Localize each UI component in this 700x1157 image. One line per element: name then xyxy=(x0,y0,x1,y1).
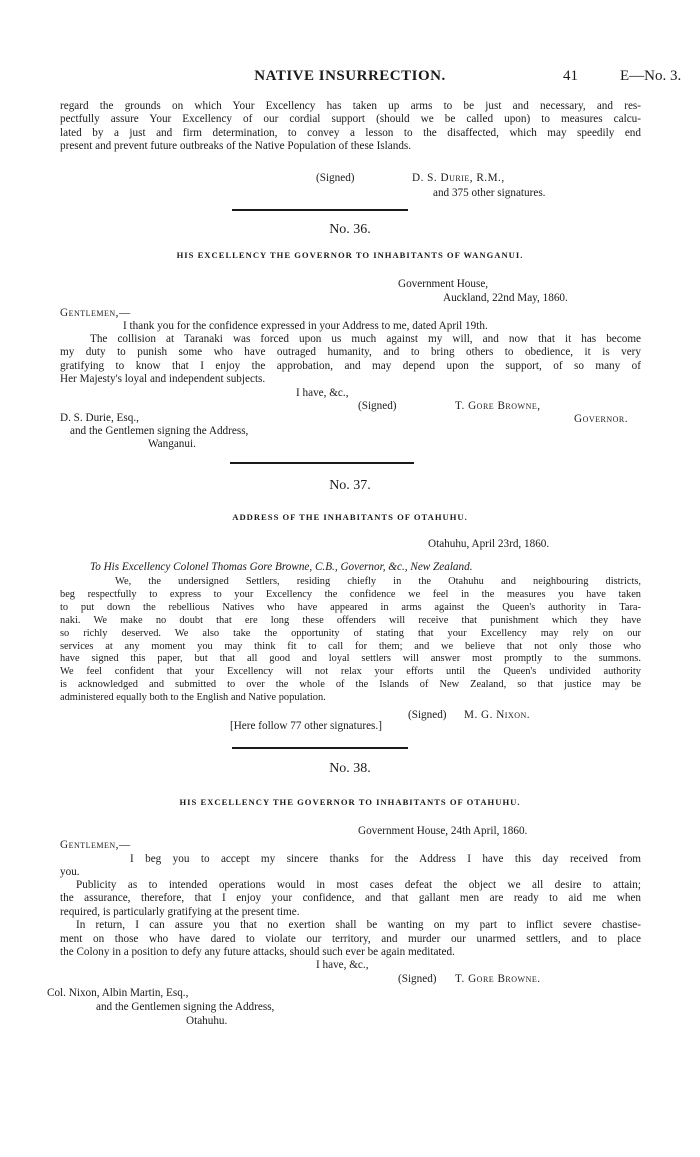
running-title: NATIVE INSURRECTION. xyxy=(254,68,446,84)
no36-body-line: Her Majesty's loyal and independent subjects. xyxy=(60,373,266,386)
no36-body-line: my duty to punish some who have outraged humanity, and to bring others to obedience, it is very xyxy=(60,346,641,359)
no37-body-line: administered equally both to the English and Native population. xyxy=(60,692,326,704)
no36-signer-title: Governor. xyxy=(574,413,629,425)
no38-body-line: the assurance, therefore, that I enjoy your confidence, and that gallant men are ready to aid me when xyxy=(60,892,641,905)
no36-signed-label: (Signed) xyxy=(358,400,397,412)
no38-body-line: the Colony in a position to defy any future attacks, should such ever be again meditated. xyxy=(60,946,455,959)
no37-signer: M. G. Nixon. xyxy=(464,709,531,721)
no37-other-signatures: [Here follow 77 other signatures.] xyxy=(230,720,382,732)
no37-signed-label: (Signed) xyxy=(408,709,447,721)
no37-body-line: so richly deserved. We also take the opportunity of stating that your Excellency may rely on our xyxy=(60,627,641,639)
no36-addressee-line: and the Gentlemen signing the Address, xyxy=(70,425,249,437)
no37-place-date: Otahuhu, April 23rd, 1860. xyxy=(428,538,550,550)
no37-body-line: We, the undersigned Settlers, residing chiefly in the Otahuhu and neighbouring districts, xyxy=(115,576,641,587)
no38-body-line: ment on those who have dared to violate our territory, and murder our unarmed settlers, and to place xyxy=(60,932,641,945)
no38-signed-label: (Signed) xyxy=(398,973,437,985)
no37-body-line: have signed this paper, but that all good and loyal settlers will answer most promptly to the summons. xyxy=(60,653,641,665)
intro-line: regard the grounds on which Your Excellency has taken up arms to be just and necessary, and res- xyxy=(60,100,641,112)
no38-place-date: Government House, 24th April, 1860. xyxy=(358,825,528,837)
no36-place: Government House, xyxy=(398,278,489,290)
intro-line: present and prevent future outbreaks of the Native Population of these Islands. xyxy=(60,140,412,153)
no36-body-paragraph xyxy=(60,333,641,387)
document-caption-38: HIS EXCELLENCY THE GOVERNOR TO INHABITANTS OF OTAHUHU. xyxy=(179,797,521,807)
intro-line: lated by a just and firm determination, to convey a lesson to the disaffected, which may speedily end xyxy=(60,126,641,139)
no36-salutation: Gentlemen,— xyxy=(60,307,131,319)
no37-body-paragraph xyxy=(60,576,641,705)
no36-body-line: I thank you for the confidence expressed in your Address to me, dated April 19th. xyxy=(123,320,488,332)
paper-reference: E—No. 3. xyxy=(620,68,682,84)
no36-body-line: The collision at Taranaki was forced upon us much against my will, and now that it has become xyxy=(90,333,641,345)
no38-addressee-line: Col. Nixon, Albin Martin, Esq., xyxy=(47,987,189,999)
no36-body-line: gratifying to know that I enjoy the approbation, and may depend upon the support, of so many of xyxy=(60,359,641,372)
no36-closing: I have, &c., xyxy=(296,387,349,399)
no38-body-line: you. xyxy=(60,866,80,878)
page-number: 41 xyxy=(563,68,578,84)
no38-body-line: I beg you to accept my sincere thanks for the Address I have this day received from xyxy=(130,853,641,865)
section-divider xyxy=(232,209,408,211)
intro-line: pectfully assure Your Excellency of our cordial support (should we be called upon) to measures calcu- xyxy=(60,113,641,126)
intro-signed-label: (Signed) xyxy=(316,172,355,184)
no37-body-line: is acknowledged and submitted to over the whole of the Islands of New Zealand, so that justice may be xyxy=(60,679,641,691)
no36-addressee-line: D. S. Durie, Esq., xyxy=(60,412,139,424)
no36-date: Auckland, 22nd May, 1860. xyxy=(443,292,568,304)
intro-signer: D. S. Durie, R.M., xyxy=(412,172,505,184)
no36-addressee-line: Wanganui. xyxy=(148,438,196,450)
no37-body-line: beg respectfully to express to your Excellency the confidence we feel in the measures you have taken xyxy=(60,588,641,600)
no37-body-line: We feel confident that your Excellency will not relax your efforts until the Queen's undivided authority xyxy=(60,666,641,678)
no38-addressee-line: and the Gentlemen signing the Address, xyxy=(96,1001,275,1013)
document-caption-36: HIS EXCELLENCY THE GOVERNOR TO INHABITANTS OF WANGANUI. xyxy=(176,250,524,260)
document-caption-37: ADDRESS OF THE INHABITANTS OF OTAHUHU. xyxy=(232,512,468,522)
no37-body-line: naki. We make no doubt that ere long these offenders will receive that punishment which they have xyxy=(60,614,641,626)
no38-salutation: Gentlemen,— xyxy=(60,839,131,851)
no38-body-line: Publicity as to intended operations would in most cases defeat the object we all desire to attain; xyxy=(76,879,641,891)
document-number-36: No. 36. xyxy=(329,222,371,237)
intro-other-signatures: and 375 other signatures. xyxy=(433,187,546,199)
section-divider xyxy=(230,462,414,464)
no37-recipient: To His Excellency Colonel Thomas Gore Browne, C.B., Governor, &c., New Zealand. xyxy=(90,561,473,573)
no38-signer: T. Gore Browne. xyxy=(455,973,541,985)
no36-signer: T. Gore Browne, xyxy=(455,400,541,412)
document-number-38: No. 38. xyxy=(329,761,371,776)
no38-opening-paragraph xyxy=(130,853,641,866)
no38-addressee-line: Otahuhu. xyxy=(186,1015,228,1027)
no38-body-paragraph xyxy=(60,879,641,959)
no37-body-line: services at any moment you may think fit to call for them; and we believe that not only those who xyxy=(60,640,641,652)
no38-closing: I have, &c., xyxy=(316,959,369,971)
no38-body-line: required, is particularly gratifying at the present time. xyxy=(60,905,300,918)
intro-paragraph xyxy=(60,100,641,154)
document-number-37: No. 37. xyxy=(329,478,371,493)
no37-body-line: to put down the rebellious Natives who have appeared in arms against the Queen's authority in Tara- xyxy=(60,601,641,613)
no38-body-line: In return, I can assure you that no exertion shall be wanting on my part to inflict severe chastise- xyxy=(76,919,641,932)
section-divider xyxy=(232,747,408,749)
